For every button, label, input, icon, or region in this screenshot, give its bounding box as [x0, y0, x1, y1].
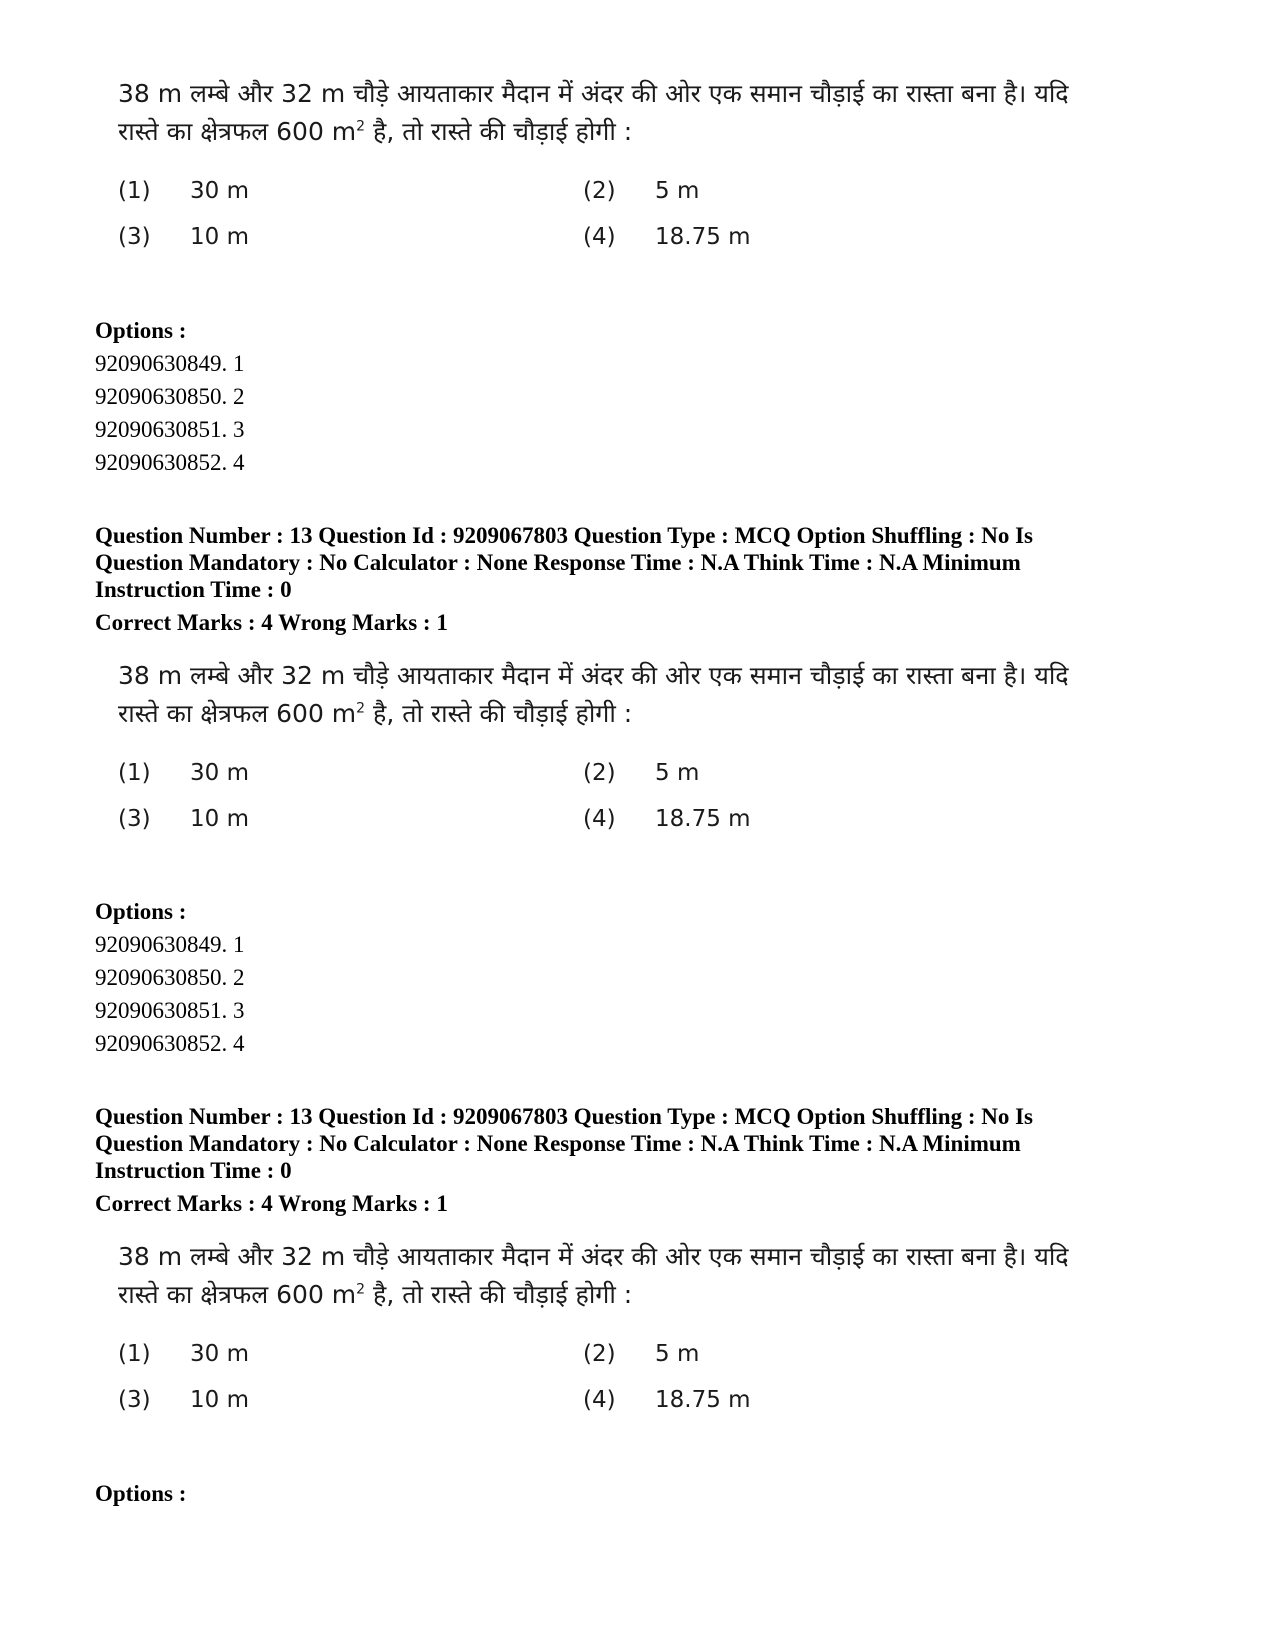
option-item: 92090630849. 1	[95, 351, 245, 376]
option-item: 92090630852. 4	[95, 450, 245, 475]
options-heading: Options :	[95, 899, 187, 924]
question-meta: Question Number : 13 Question Id : 9209067803 Question Type : MCQ Option Shuffling : No Is Question Mandatory : No Calculator : None Response Time : N.A Think Time : N.A Minimum Instruction Time : 0 Correct Marks : 4 Wrong Marks : 1	[95, 1103, 1195, 1217]
options-heading: Options :	[95, 1481, 187, 1506]
options-list	[95, 895, 245, 1060]
answer-choices: (1) 30 m (2) 5 m (3) 10 m (4) 18.75 m	[118, 760, 751, 832]
options-heading: Options :	[95, 318, 187, 343]
question-image	[118, 657, 1118, 849]
marks-line: Correct Marks : 4 Wrong Marks : 1	[95, 610, 448, 635]
option-item: 92090630851. 3	[95, 998, 245, 1023]
question-meta: Question Number : 13 Question Id : 9209067803 Question Type : MCQ Option Shuffling : No Is Question Mandatory : No Calculator : None Response Time : N.A Think Time : N.A Minimum Instruction Time : 0 Correct Marks : 4 Wrong Marks : 1	[95, 522, 1195, 636]
question-text: 38 m लम्बे और 32 m चौड़े आयताकार मैदान में अंदर की ओर एक समान चौड़ाई का रास्ता बना है। यदि रास्ते का क्षेत्रफल 600 $m^2$ है, तो रास्ते की चौड़ाई होगी :	[118, 79, 1069, 146]
question-text: 38 m लम्बे और 32 m चौड़े आयताकार मैदान में अंदर की ओर एक समान चौड़ाई का रास्ता बना है। यदि रास्ते का क्षेत्रफल 600 $m^2$ है, तो रास्ते की चौड़ाई होगी :	[118, 661, 1069, 728]
question-image	[118, 75, 1118, 267]
option-item: 92090630852. 4	[95, 1031, 245, 1056]
question-text: 38 m लम्बे और 32 m चौड़े आयताकार मैदान में अंदर की ओर एक समान चौड़ाई का रास्ता बना है। यदि रास्ते का क्षेत्रफल 600 $m^2$ है, तो रास्ते की चौड़ाई होगी :	[118, 1242, 1069, 1309]
option-item: 92090630851. 3	[95, 417, 245, 442]
option-item: 92090630850. 2	[95, 384, 245, 409]
options-list	[95, 314, 245, 479]
question-image	[118, 1238, 1118, 1430]
answer-choices: (1) 30 m (2) 5 m (3) 10 m (4) 18.75 m	[118, 1341, 751, 1413]
options-list	[95, 1477, 186, 1510]
option-item: 92090630850. 2	[95, 965, 245, 990]
marks-line: Correct Marks : 4 Wrong Marks : 1	[95, 1191, 448, 1216]
option-item: 92090630849. 1	[95, 932, 245, 957]
answer-choices: (1) 30 m (2) 5 m (3) 10 m (4) 18.75 m	[118, 178, 751, 250]
